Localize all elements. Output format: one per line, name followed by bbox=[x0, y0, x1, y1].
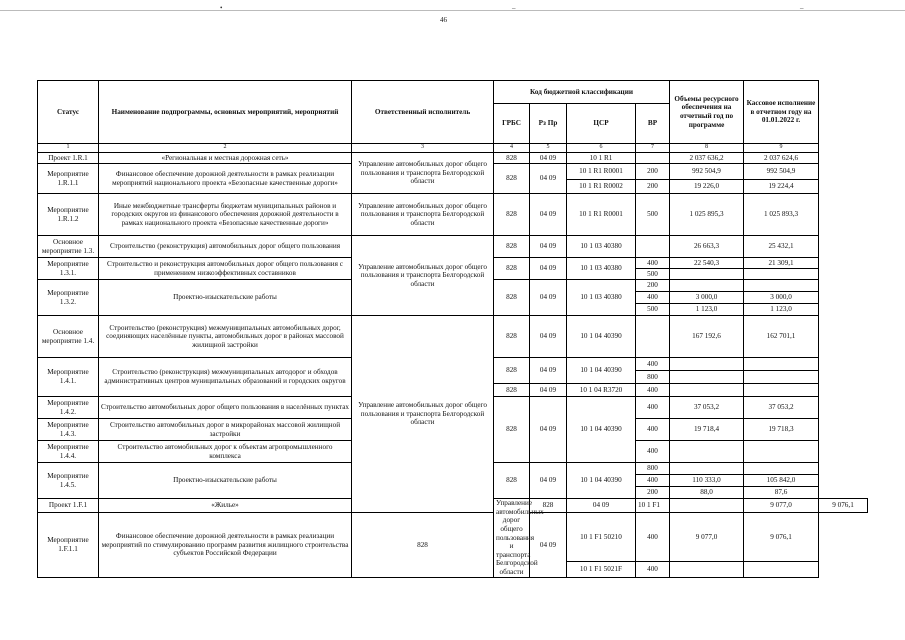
vr-cell bbox=[636, 153, 670, 164]
status-cell: Мероприятие 1.3.2. bbox=[38, 280, 99, 316]
rz-cell: 04 09 bbox=[530, 258, 567, 280]
rz-cell: 04 09 bbox=[530, 358, 567, 384]
volume-cell: 167 192,6 bbox=[670, 316, 744, 358]
vr-cell: 400 bbox=[636, 384, 670, 397]
cash-cell bbox=[744, 358, 819, 371]
header-name: Наименование подпрограммы, основных мероприятий, мероприятий bbox=[99, 81, 352, 144]
vr-cell: 200 bbox=[636, 280, 670, 292]
cash-cell: 105 842,0 bbox=[744, 475, 819, 487]
name-cell: Строительство (реконструкция) межмуниципальных автомобильных дорог, соединяющих населённые пункты, автомобильных дорог в районах массовой жилищной застройки bbox=[99, 316, 352, 358]
volume-cell: 22 540,3 bbox=[670, 258, 744, 269]
vr-cell: 400 bbox=[636, 397, 670, 419]
rz-cell: 04 09 bbox=[530, 384, 567, 397]
index-cell: 3 bbox=[352, 144, 494, 153]
grbs-cell: 828 bbox=[494, 397, 530, 463]
volume-cell: 110 333,0 bbox=[670, 475, 744, 487]
name-cell: Иные межбюджетные трансферты бюджетам муниципальных районов и городских округов из финансового обеспечения дорожной деятельности в рамках национального проекта «Безопасные качественные дороги» bbox=[99, 194, 352, 236]
index-cell: 6 bbox=[567, 144, 636, 153]
csr-cell: 10 1 03 40380 bbox=[567, 258, 636, 280]
csr-cell: 10 1 R1 bbox=[567, 153, 636, 164]
executor-cell: Управление автомобильных дорог общего пользования и транспорта Белгородской области bbox=[352, 153, 494, 194]
csr-cell: 10 1 04 40390 bbox=[567, 316, 636, 358]
csr-cell: 10 1 F1 bbox=[636, 499, 670, 513]
page-number: 46 bbox=[440, 16, 447, 24]
header-csr: ЦСР bbox=[567, 104, 636, 144]
volume-cell: 19 226,0 bbox=[670, 180, 744, 194]
csr-cell: 10 1 04 40390 bbox=[567, 463, 636, 499]
vr-cell: 400 bbox=[636, 441, 670, 463]
grbs-cell: 828 bbox=[494, 316, 530, 358]
cash-cell bbox=[744, 269, 819, 280]
rz-cell: 04 09 bbox=[530, 280, 567, 316]
vr-cell: 400 bbox=[636, 292, 670, 304]
rz-cell: 04 09 bbox=[530, 164, 567, 194]
csr-cell: 10 1 R1 R0001 bbox=[567, 164, 636, 180]
executor-cell: Управление автомобильных дорог общего пользования и транспорта Белгородской области bbox=[352, 194, 494, 236]
volume-cell: 1 025 895,3 bbox=[670, 194, 744, 236]
volume-cell: 2 037 636,2 bbox=[670, 153, 744, 164]
grbs-cell: 828 bbox=[530, 499, 567, 513]
vr-cell bbox=[636, 236, 670, 258]
index-cell: 5 bbox=[530, 144, 567, 153]
cash-cell: 21 309,1 bbox=[744, 258, 819, 269]
index-cell: 9 bbox=[744, 144, 819, 153]
cash-cell bbox=[744, 561, 819, 577]
name-cell: Строительство автомобильных дорог общего пользования в населённых пунктах bbox=[99, 397, 352, 419]
table-row bbox=[38, 153, 868, 164]
vr-cell: 400 bbox=[636, 561, 670, 577]
status-cell: Мероприятие 1.4.4. bbox=[38, 441, 99, 463]
executor-cell: Управление автомобильных дорог общего пользования и транспорта Белгородской области bbox=[494, 499, 530, 578]
status-cell: Основное мероприятие 1.3. bbox=[38, 236, 99, 258]
cash-cell: 19 718,3 bbox=[744, 419, 819, 441]
vr-cell: 500 bbox=[636, 304, 670, 316]
scan-edge-line bbox=[0, 10, 905, 11]
grbs-cell: 828 bbox=[352, 513, 494, 578]
rz-cell: 04 09 bbox=[567, 499, 636, 513]
csr-cell: 10 1 04 40390 bbox=[567, 358, 636, 384]
status-cell: Мероприятие 1.4.5. bbox=[38, 463, 99, 499]
volume-cell bbox=[670, 384, 744, 397]
rz-cell: 04 09 bbox=[530, 397, 567, 463]
csr-cell: 10 1 F1 5021F bbox=[567, 561, 636, 577]
scan-mark: • bbox=[220, 4, 223, 12]
index-row bbox=[38, 144, 868, 153]
rz-cell: 04 09 bbox=[530, 513, 567, 578]
volume-cell bbox=[670, 441, 744, 463]
index-cell: 7 bbox=[636, 144, 670, 153]
status-cell: Мероприятие 1.4.2. bbox=[38, 397, 99, 419]
grbs-cell: 828 bbox=[494, 194, 530, 236]
vr-cell bbox=[670, 499, 744, 513]
rz-cell: 04 09 bbox=[530, 316, 567, 358]
vr-cell: 400 bbox=[636, 513, 670, 562]
name-cell: Финансовое обеспечение дорожной деятельности в рамках реализации мероприятий национального проекта «Безопасные качественные дороги» bbox=[99, 164, 352, 194]
vr-cell: 200 bbox=[636, 180, 670, 194]
status-cell: Мероприятие 1.R.1.1 bbox=[38, 164, 99, 194]
volume-cell: 9 077,0 bbox=[670, 513, 744, 562]
rz-cell: 04 09 bbox=[530, 236, 567, 258]
csr-cell: 10 1 03 40380 bbox=[567, 236, 636, 258]
volume-cell: 26 663,3 bbox=[670, 236, 744, 258]
cash-cell: 25 432,1 bbox=[744, 236, 819, 258]
name-cell: «Региональная и местная дорожная сеть» bbox=[99, 153, 352, 164]
csr-cell: 10 1 R1 R0002 bbox=[567, 180, 636, 194]
index-cell: 4 bbox=[494, 144, 530, 153]
rz-cell: 04 09 bbox=[530, 194, 567, 236]
name-cell: Финансовое обеспечение дорожной деятельности в рамках реализации мероприятий по стимулированию программ развития жилищного строительства субъектов Российской Федерации bbox=[99, 513, 352, 578]
cash-cell: 3 000,0 bbox=[744, 292, 819, 304]
volume-cell bbox=[670, 561, 744, 577]
csr-cell: 10 1 F1 50210 bbox=[567, 513, 636, 562]
header-vr: ВР bbox=[636, 104, 670, 144]
header-row bbox=[38, 81, 868, 104]
vr-cell: 500 bbox=[636, 194, 670, 236]
vr-cell: 200 bbox=[636, 164, 670, 180]
status-cell: Проект 1.F.1 bbox=[38, 499, 99, 513]
volume-cell: 3 000,0 bbox=[670, 292, 744, 304]
vr-cell: 800 bbox=[636, 463, 670, 475]
scan-mark: – bbox=[800, 4, 804, 12]
status-cell: Мероприятие 1.4.1. bbox=[38, 358, 99, 397]
header-status: Статус bbox=[38, 81, 99, 144]
status-cell: Мероприятие 1.F.1.1 bbox=[38, 513, 99, 578]
table-row bbox=[38, 194, 868, 236]
volume-cell: 88,0 bbox=[670, 487, 744, 499]
status-cell: Проект 1.R.1 bbox=[38, 153, 99, 164]
cash-cell bbox=[744, 441, 819, 463]
name-cell: Проектно-изыскательские работы bbox=[99, 280, 352, 316]
csr-cell: 10 1 04 R3720 bbox=[567, 384, 636, 397]
volume-cell bbox=[670, 371, 744, 384]
cash-cell bbox=[744, 384, 819, 397]
budget-table bbox=[37, 80, 868, 578]
index-cell: 8 bbox=[670, 144, 744, 153]
header-grbs: ГРБС bbox=[494, 104, 530, 144]
scan-mark: – bbox=[512, 4, 516, 12]
vr-cell: 400 bbox=[636, 358, 670, 371]
cash-cell bbox=[744, 463, 819, 475]
cash-cell bbox=[744, 280, 819, 292]
status-cell: Основное мероприятие 1.4. bbox=[38, 316, 99, 358]
volume-cell bbox=[670, 358, 744, 371]
grbs-cell: 828 bbox=[494, 280, 530, 316]
name-cell: Строительство автомобильных дорог к объектам агропромышленного комплекса bbox=[99, 441, 352, 463]
vr-cell bbox=[636, 316, 670, 358]
volume-cell: 9 077,0 bbox=[744, 499, 819, 513]
cash-cell: 2 037 624,6 bbox=[744, 153, 819, 164]
executor-cell: Управление автомобильных дорог общего пользования и транспорта Белгородской области bbox=[352, 236, 494, 316]
volume-cell: 19 718,4 bbox=[670, 419, 744, 441]
vr-cell: 400 bbox=[636, 258, 670, 269]
cash-cell: 992 504,9 bbox=[744, 164, 819, 180]
name-cell: Строительство и реконструкция автомобильных дорог общего пользования с применением низкоэффективных составников bbox=[99, 258, 352, 280]
grbs-cell: 828 bbox=[494, 358, 530, 384]
index-cell: 2 bbox=[99, 144, 352, 153]
grbs-cell: 828 bbox=[494, 153, 530, 164]
vr-cell: 500 bbox=[636, 269, 670, 280]
header-volumes: Объемы ресурсного обеспечения на отчетный год по программе bbox=[670, 81, 744, 144]
rz-cell: 04 09 bbox=[530, 463, 567, 499]
grbs-cell: 828 bbox=[494, 463, 530, 499]
volume-cell: 992 504,9 bbox=[670, 164, 744, 180]
rz-cell: 04 09 bbox=[530, 153, 567, 164]
name-cell: Проектно-изыскательские работы bbox=[99, 463, 352, 499]
table-row bbox=[38, 236, 868, 258]
csr-cell: 10 1 04 40390 bbox=[567, 397, 636, 463]
cash-cell: 1 025 893,3 bbox=[744, 194, 819, 236]
grbs-cell: 828 bbox=[494, 236, 530, 258]
header-rz-pr: Рз Пр bbox=[530, 104, 567, 144]
cash-cell: 9 076,1 bbox=[819, 499, 868, 513]
name-cell: «Жилье» bbox=[99, 499, 352, 513]
csr-cell: 10 1 R1 R0001 bbox=[567, 194, 636, 236]
vr-cell: 800 bbox=[636, 371, 670, 384]
table-row bbox=[38, 316, 868, 358]
volume-cell bbox=[670, 269, 744, 280]
volume-cell: 1 123,0 bbox=[670, 304, 744, 316]
executor-cell: Управление автомобильных дорог общего пользования и транспорта Белгородской области bbox=[352, 316, 494, 513]
header-cash: Кассовое исполнение в отчетном году на 01.01.2022 г. bbox=[744, 81, 819, 144]
vr-cell: 400 bbox=[636, 419, 670, 441]
vr-cell: 200 bbox=[636, 487, 670, 499]
cash-cell: 87,6 bbox=[744, 487, 819, 499]
cash-cell: 162 701,1 bbox=[744, 316, 819, 358]
volume-cell: 37 053,2 bbox=[670, 397, 744, 419]
cash-cell: 1 123,0 bbox=[744, 304, 819, 316]
grbs-cell: 828 bbox=[494, 258, 530, 280]
status-cell: Мероприятие 1.4.3. bbox=[38, 419, 99, 441]
name-cell: Строительство автомобильных дорог в микрорайонах массовой жилищной застройки bbox=[99, 419, 352, 441]
status-cell: Мероприятие 1.R.1.2 bbox=[38, 194, 99, 236]
header-budget-code: Код бюджетной классификации bbox=[494, 81, 670, 104]
status-cell: Мероприятие 1.3.1. bbox=[38, 258, 99, 280]
cash-cell: 37 053,2 bbox=[744, 397, 819, 419]
cash-cell: 9 076,1 bbox=[744, 513, 819, 562]
grbs-cell: 828 bbox=[494, 164, 530, 194]
volume-cell bbox=[670, 463, 744, 475]
csr-cell: 10 1 03 40380 bbox=[567, 280, 636, 316]
cash-cell bbox=[744, 371, 819, 384]
name-cell: Строительство (реконструкция) межмуниципальных автодорог и обходов административных центров муниципальных образований и городских округов bbox=[99, 358, 352, 397]
vr-cell: 400 bbox=[636, 475, 670, 487]
name-cell: Строительство (реконструкция) автомобильных дорог общего пользования bbox=[99, 236, 352, 258]
grbs-cell: 828 bbox=[494, 384, 530, 397]
cash-cell: 19 224,4 bbox=[744, 180, 819, 194]
volume-cell bbox=[670, 280, 744, 292]
header-executor: Ответственный исполнитель bbox=[352, 81, 494, 144]
index-cell: 1 bbox=[38, 144, 99, 153]
table-row bbox=[38, 513, 868, 562]
